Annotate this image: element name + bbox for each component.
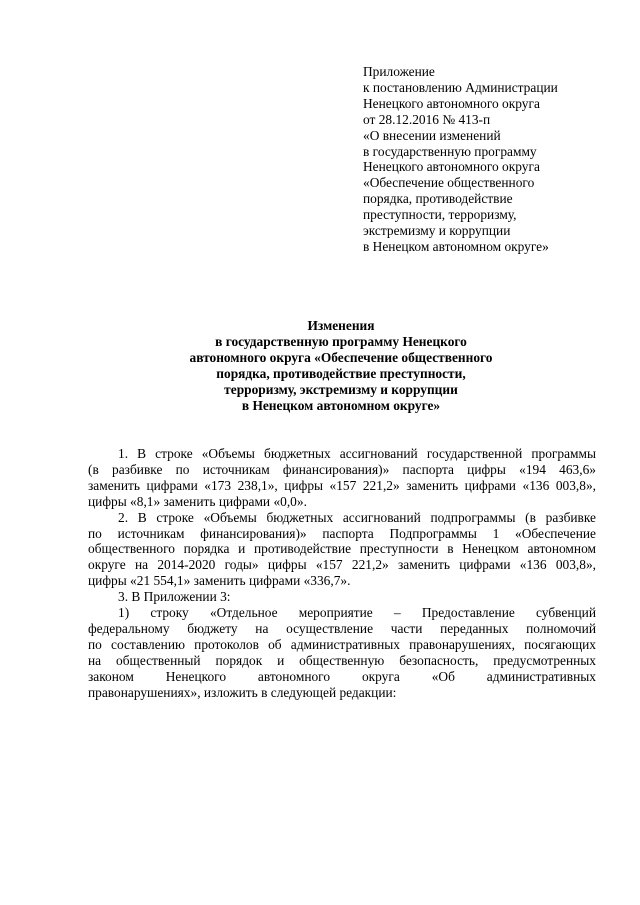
appendix-line: порядка, противодействие xyxy=(363,191,513,207)
paragraph-line: правонарушениях», изложить в следующей редакции: xyxy=(88,684,397,700)
appendix-line: в государственную программу xyxy=(363,143,537,159)
paragraph-2 xyxy=(88,510,596,590)
title-line: в государственную программу Ненецкого xyxy=(215,333,467,349)
paragraph-line: 1. В строке «Объемы бюджетных ассигнований государственной программы xyxy=(118,446,596,461)
paragraph-line: округе на 2014-2020 годы» цифры «157 221,2» заменить цифрами «136 003,8», xyxy=(88,557,596,573)
paragraph-line: 2. В строке «Объемы бюджетных ассигнований подпрограммы (в разбивке xyxy=(118,509,596,525)
appendix-block xyxy=(363,64,625,255)
appendix-line: «О внесении изменений xyxy=(363,127,501,143)
paragraph-line: 3. В Приложении 3: xyxy=(118,589,231,605)
appendix-line: Ненецкого автономного округа xyxy=(363,159,540,175)
title-line: в Ненецком автономном округе» xyxy=(241,397,441,413)
paragraph-line: по источникам финансирования)» паспорта Подпрограммы 1 «Обеспечение xyxy=(88,525,596,541)
title-line: порядка, противодействие преступности, xyxy=(216,365,466,381)
paragraph-line: (в разбивке по источникам финансирования)» паспорта цифры «194 463,6» xyxy=(88,461,596,477)
appendix-line: Приложение xyxy=(363,64,435,79)
paragraph-line: цифры «8,1» заменить цифрами «0,0». xyxy=(88,493,307,509)
appendix-line: преступности, терроризму, xyxy=(363,207,517,223)
appendix-line: «Обеспечение общественного xyxy=(363,175,535,191)
paragraph-1 xyxy=(88,446,596,510)
paragraph-4 xyxy=(88,605,596,700)
paragraph-line: на общественный порядок и общественную безопасность, предусмотренных xyxy=(88,652,596,668)
paragraph-line: федеральному бюджету на осуществление части переданных полномочий xyxy=(88,620,596,636)
paragraph-3 xyxy=(88,589,596,605)
document-title xyxy=(150,318,532,413)
title-line: терроризму, экстремизму и коррупции xyxy=(224,381,458,397)
title-line: Изменения xyxy=(307,318,375,333)
title-line: автономного округа «Обеспечение общественного xyxy=(189,349,493,365)
paragraph-line: 1) строку «Отдельное мероприятие – Предоставление субвенций xyxy=(118,605,596,621)
appendix-line: к постановлению Администрации xyxy=(363,79,558,95)
document-body xyxy=(88,446,596,701)
appendix-line: от 28.12.2016 № 413-п xyxy=(363,111,491,127)
paragraph-line: заменить цифрами «173 238,1», цифры «157 221,2» заменить цифрами «136 003,8», xyxy=(88,477,596,493)
appendix-line: Ненецкого автономного округа xyxy=(363,95,540,111)
paragraph-line: законом Ненецкого автономного округа «Об административных xyxy=(88,668,596,684)
paragraph-line: цифры «21 554,1» заменить цифрами «336,7». xyxy=(88,573,351,589)
appendix-line: в Ненецком автономном округе» xyxy=(363,238,549,254)
paragraph-line: по составлению протоколов об административных правонарушениях, посягающих xyxy=(88,636,596,652)
appendix-line: экстремизму и коррупции xyxy=(363,223,511,239)
paragraph-line: общественного порядка и противодействие преступности в Ненецком автономном xyxy=(88,541,596,557)
